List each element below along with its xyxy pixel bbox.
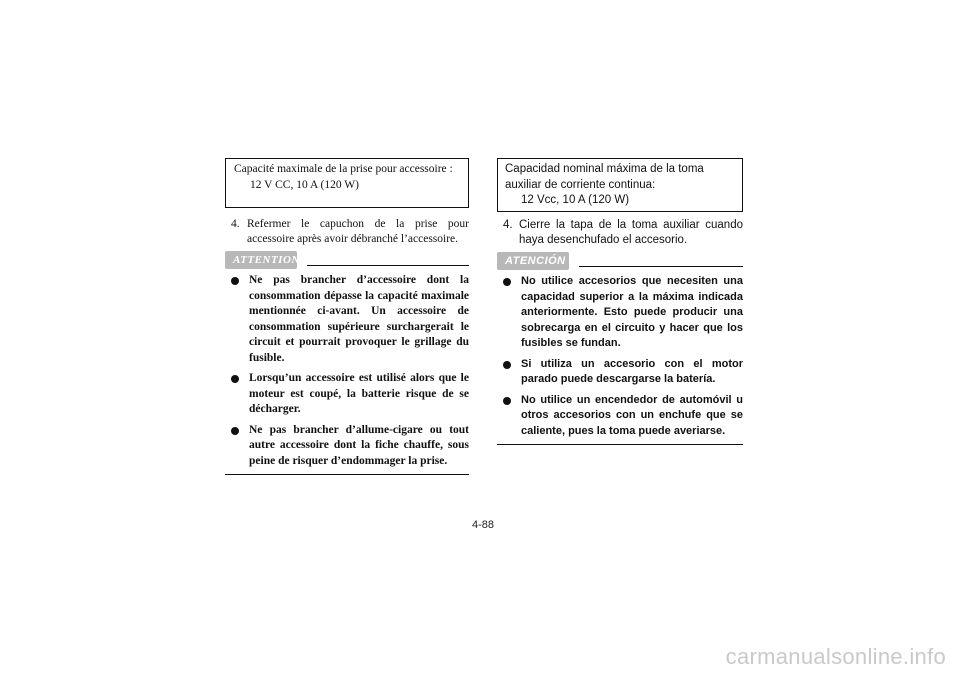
list-item: [225, 273, 469, 366]
end-rule: [225, 474, 469, 475]
step-item: [225, 217, 469, 247]
bullet-text: No utilice un encendedor de automóvil u otros accesorios con un enchufe que se caliente, pues la toma puede averiarse.: [521, 393, 743, 437]
bullet-list: [497, 274, 743, 439]
step-text: Refermer le capuchon de la prise pour accessoire après avoir débranché l’accessoire.: [247, 218, 469, 245]
step-number: 4.: [231, 218, 240, 230]
header-rule: [307, 265, 469, 266]
list-item: [497, 357, 743, 388]
spec-value: 12 Vcc, 10 A (120 W): [521, 194, 630, 206]
bullet-text: Si utiliza un accesorio con el motor parado puede descargarse la batería.: [521, 357, 743, 385]
step-number: 4.: [503, 219, 513, 231]
list-item: [497, 274, 743, 352]
list-item: [497, 393, 743, 440]
spec-value: 12 V CC, 10 A (120 W): [250, 178, 359, 191]
end-rule: [497, 444, 743, 445]
bullet-text: No utilice accesorios que necesiten una capacidad superior a la máxima indicada anteriormente. Esto puede producir una sobrecarga en el circuito y hacer que los fusibles se fundan.: [521, 275, 743, 349]
bullet-text: Ne pas brancher d’allume-cigare ou tout autre accessoire dont la fiche chauffe, sous peine de risquer d’endommager la prise.: [249, 423, 469, 467]
spec-label: Capacité maximale de la prise pour accessoire :: [234, 163, 453, 175]
spec-box: [225, 158, 469, 208]
list-item: [225, 423, 469, 470]
bullet-icon: [231, 277, 239, 285]
watermark: carmanualsonline.info: [725, 644, 946, 669]
bullet-list: [225, 273, 469, 469]
bullet-icon: [503, 397, 511, 405]
bullet-icon: [231, 375, 239, 383]
spec-label: Capacidad nominal máxima de la toma auxiliar de corriente continua:: [505, 163, 704, 191]
notice-badge: ATTENTION: [225, 251, 297, 269]
header-rule: [579, 266, 743, 267]
spec-box: [497, 158, 743, 212]
bullet-icon: [231, 427, 239, 435]
bullet-icon: [503, 361, 511, 369]
bullet-icon: [503, 278, 511, 286]
page-number: 4-88: [471, 519, 495, 531]
bullet-text: Ne pas brancher d’accessoire dont la consommation dépasse la capacité maximale mentionnée ci-avant. Un accessoire de consommation supérieure surchargerait le circuit et pourrait provoquer le grillage du fusible.: [249, 274, 469, 364]
notice-header: [497, 252, 743, 270]
spanish-column: [497, 158, 743, 445]
notice-header: [225, 251, 469, 269]
step-text: Cierre la tapa de la toma auxiliar cuando haya desenchufado el accesorio.: [519, 219, 743, 246]
step-item: [497, 218, 743, 248]
notice-badge: ATENCIÓN: [497, 252, 569, 270]
list-item: [225, 371, 469, 418]
bullet-text: Lorsqu’un accessoire est utilisé alors que le moteur est coupé, la batterie risque de se décharger.: [249, 372, 469, 415]
french-column: [225, 158, 469, 475]
